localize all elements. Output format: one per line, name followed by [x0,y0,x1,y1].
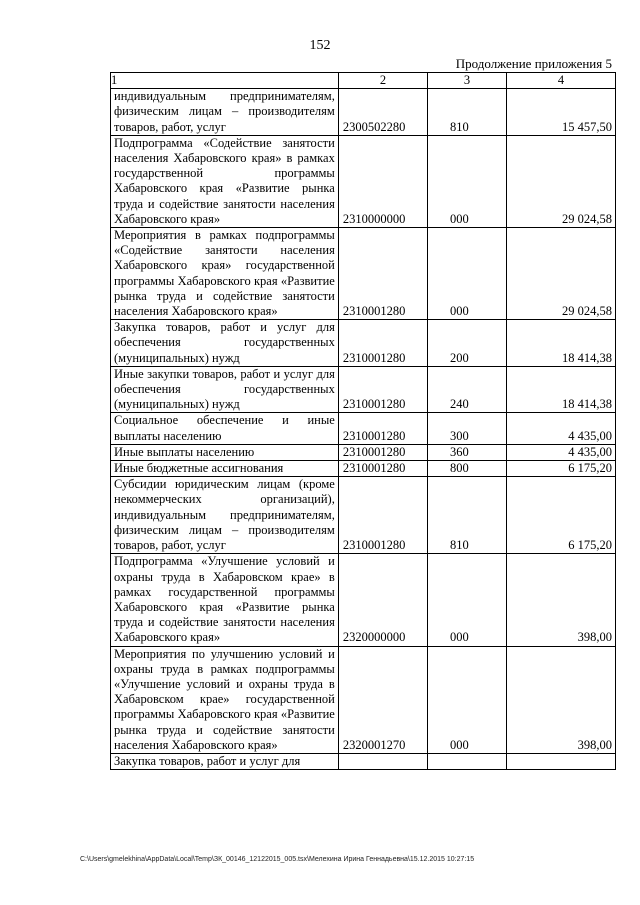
row-amount-cell: 398,00 [506,554,615,646]
row-type-cell: 800 [428,461,507,477]
row-name-cell: Подпрограмма «Содействие занятости населения Хабаровского края» в рамках государственной программы Хабаровского края «Развитие рынка труда и содействие занятости населения Хабаровского края» [111,135,339,227]
row-name-cell: Мероприятия по улучшению условий и охраны труда в рамках подпрограммы «Улучшение условий и охраны труда в Хабаровском крае» государственной программы Хабаровского края «Развитие рынка труда и содействие занятости населения Хабаровского края» [111,646,339,753]
header-col-4: 4 [506,73,615,89]
row-amount-cell: 6 175,20 [506,477,615,554]
row-code-cell: 2310000000 [338,135,427,227]
row-code-cell: 2310001280 [338,477,427,554]
row-type-cell: 810 [428,477,507,554]
file-path-footer: C:\Users\gmelekhina\AppData\Local\Temp\ЗК_00146_12122015_005.tsx\Мелехина Ирина Геннадьевна\15.12.2015 10:27:15 [80,856,475,863]
row-amount-cell: 4 435,00 [506,413,615,444]
row-amount-cell: 398,00 [506,646,615,753]
row-type-cell: 000 [428,646,507,753]
row-type-cell: 300 [428,413,507,444]
row-name-cell: Иные выплаты населению [111,444,339,460]
row-code-cell: 2310001280 [338,461,427,477]
row-code-cell: 2310001280 [338,413,427,444]
table-row [111,320,616,367]
table-row [111,413,616,444]
row-name-cell: индивидуальным предпринимателям, физическим лицам – производителям товаров, работ, услуг [111,89,339,136]
table-row [111,89,616,136]
row-name-cell: Субсидии юридическим лицам (кроме некоммерческих организаций), индивидуальным предпринимателям, физическим лицам – производителям товаров, работ, услуг [111,477,339,554]
table-row [111,228,616,320]
row-code-cell: 2310001280 [338,366,427,413]
row-code-cell [338,753,427,769]
row-amount-cell: 6 175,20 [506,461,615,477]
row-type-cell: 000 [428,554,507,646]
row-amount-cell: 29 024,58 [506,135,615,227]
row-amount-cell: 4 435,00 [506,444,615,460]
table-row [111,461,616,477]
row-amount-cell: 18 414,38 [506,366,615,413]
table-row [111,444,616,460]
row-type-cell: 810 [428,89,507,136]
header-col-3: 3 [428,73,507,89]
row-type-cell [428,753,507,769]
row-type-cell: 000 [428,135,507,227]
row-amount-cell: 29 024,58 [506,228,615,320]
table-header-row [111,73,616,89]
row-type-cell: 360 [428,444,507,460]
row-code-cell: 2310001280 [338,444,427,460]
table-row [111,753,616,769]
row-type-cell: 240 [428,366,507,413]
header-col-1: 1 [111,73,339,89]
row-code-cell: 2300502280 [338,89,427,136]
header-col-2: 2 [338,73,427,89]
row-code-cell: 2320000000 [338,554,427,646]
row-code-cell: 2320001270 [338,646,427,753]
row-name-cell: Закупка товаров, работ и услуг для [111,753,339,769]
table-row [111,554,616,646]
table-row [111,477,616,554]
table-row [111,135,616,227]
row-amount-cell: 15 457,50 [506,89,615,136]
row-name-cell: Социальное обеспечение и иные выплаты населению [111,413,339,444]
row-name-cell: Мероприятия в рамках подпрограммы «Содействие занятости населения Хабаровского края» государственной программы Хабаровского края «Развитие рынка труда и содействие занятости населения Хабаровского края» [111,228,339,320]
row-name-cell: Иные бюджетные ассигнования [111,461,339,477]
row-amount-cell [506,753,615,769]
row-type-cell: 000 [428,228,507,320]
row-name-cell: Закупка товаров, работ и услуг для обеспечения государственных (муниципальных) нужд [111,320,339,367]
table-row [111,366,616,413]
continuation-caption: Продолжение приложения 5 [455,56,612,71]
row-type-cell: 200 [428,320,507,367]
row-amount-cell: 18 414,38 [506,320,615,367]
budget-table [110,72,616,770]
page-number: 152 [309,38,331,53]
row-code-cell: 2310001280 [338,228,427,320]
row-code-cell: 2310001280 [338,320,427,367]
table-row [111,646,616,753]
row-name-cell: Иные закупки товаров, работ и услуг для обеспечения государственных (муниципальных) нужд [111,366,339,413]
row-name-cell: Подпрограмма «Улучшение условий и охраны труда в Хабаровском крае» в рамках государственной программы Хабаровского края «Развитие рынка труда и содействие занятости населения Хабаровского края» [111,554,339,646]
